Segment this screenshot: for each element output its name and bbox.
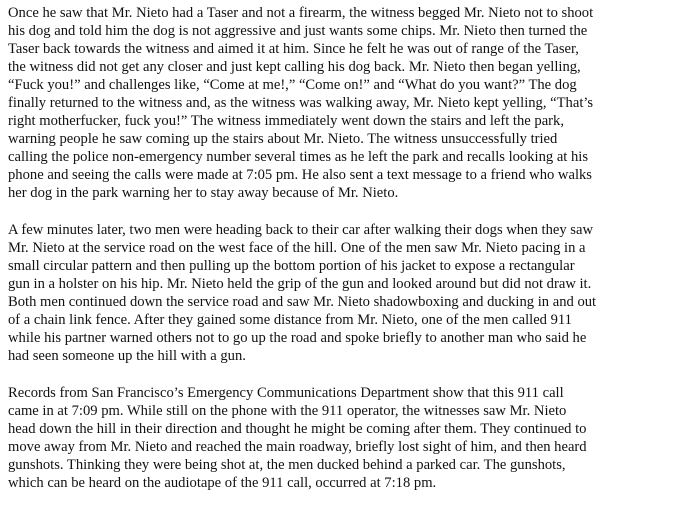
paragraph-3	[8, 384, 668, 492]
text-line: small circular pattern and then pulling up the bottom portion of his jacket to expose a rectangular	[8, 258, 575, 274]
text-line: right motherfucker, fuck you!” The witness immediately went down the stairs and left the park,	[8, 113, 564, 129]
text-line: head down the hill in their direction and thought he might be coming after them. They continued to	[8, 421, 587, 437]
text-line: Records from San Francisco’s Emergency Communications Department show that this 911 call	[8, 385, 564, 401]
text-line: calling the police non-emergency number several times as he left the park and recalls looking at his	[8, 149, 589, 165]
text-line: gunshots. Thinking they were being shot at, the men ducked behind a parked car. The gunshots,	[8, 457, 566, 473]
text-line: which can be heard on the audiotape of the 911 call, occurred at 7:18 pm.	[8, 475, 437, 491]
text-line: of a chain link fence. After they gained some distance from Mr. Nieto, one of the men called 911	[8, 312, 572, 328]
text-line: Once he saw that Mr. Nieto had a Taser and not a firearm, the witness begged Mr. Nieto not to shoot	[8, 5, 594, 21]
text-line: gun in a holster on his hip. Mr. Nieto held the grip of the gun and looked around but did not draw it.	[8, 276, 592, 292]
text-line: her dog in the park warning her to stay away because of Mr. Nieto.	[8, 185, 399, 201]
text-line: Both men continued down the service road and saw Mr. Nieto shadowboxing and ducking in and out	[8, 294, 597, 310]
text-line: “Fuck you!” and challenges like, “Come at me!,” “Come on!” and “What do you want?” The dog	[8, 77, 577, 93]
paragraph-1	[8, 4, 668, 202]
text-line: his dog and told him the dog is not aggressive and just wants some chips. Mr. Nieto then turned the	[8, 23, 588, 39]
text-line: finally returned to the witness and, as the witness was walking away, Mr. Nieto kept yelling, “That’s	[8, 95, 594, 111]
text-line: move away from Mr. Nieto and reached the main roadway, briefly lost sight of him, and then heard	[8, 439, 587, 455]
text-line: the witness did not get any closer and just kept calling his dog back. Mr. Nieto then began yelling,	[8, 59, 581, 75]
text-line: Mr. Nieto at the service road on the west face of the hill. One of the men saw Mr. Nieto pacing in a	[8, 240, 586, 256]
text-line: phone and seeing the calls were made at 7:05 pm. He also sent a text message to a friend who walks	[8, 167, 592, 183]
paragraph-2	[8, 221, 668, 365]
text-line: while his partner warned others not to go up the road and spoke briefly to another man who said he	[8, 330, 587, 346]
text-line: Taser back towards the witness and aimed it at him. Since he felt he was out of range of the Taser,	[8, 41, 579, 57]
text-line: had seen someone up the hill with a gun.	[8, 348, 246, 364]
text-line: came in at 7:09 pm. While still on the phone with the 911 operator, the witnesses saw Mr. Nieto	[8, 403, 567, 419]
text-line: warning people he saw coming up the stairs about Mr. Nieto. The witness unsuccessfully tried	[8, 131, 558, 147]
text-line: A few minutes later, two men were heading back to their car after walking their dogs when they saw	[8, 222, 593, 238]
